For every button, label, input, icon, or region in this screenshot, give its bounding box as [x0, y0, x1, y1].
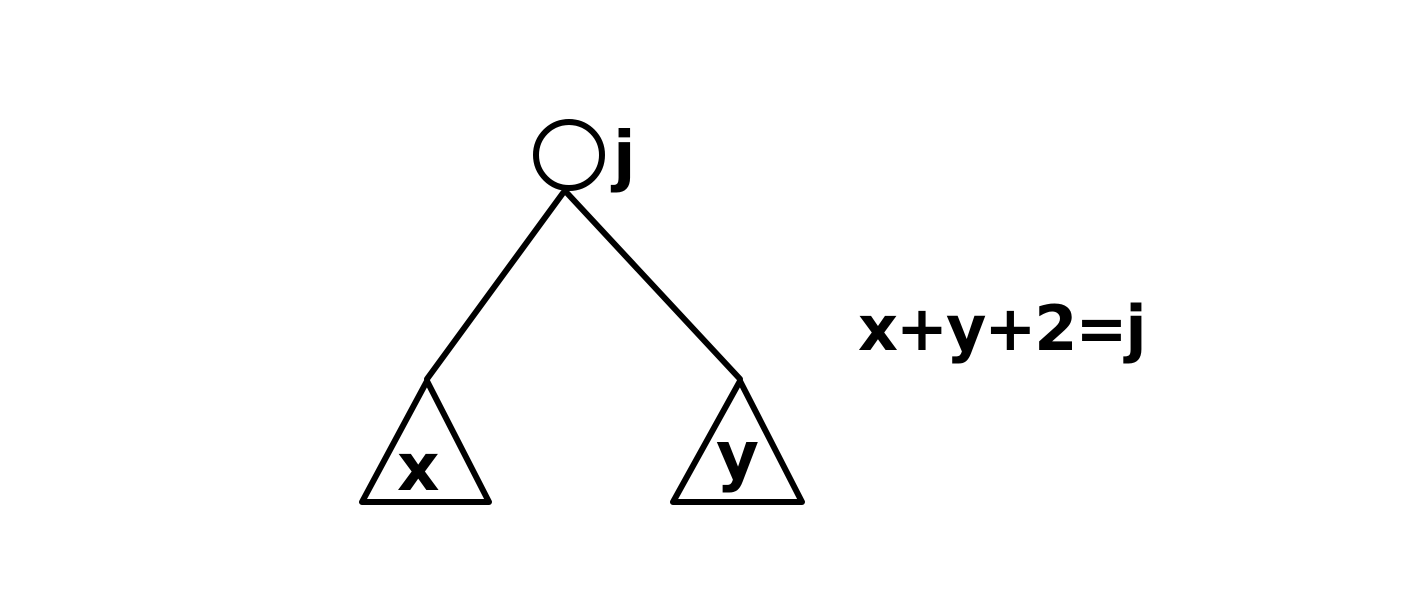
equation-text: x+y+2=j — [858, 292, 1145, 365]
root-node-label: j — [613, 117, 636, 194]
right-subtree-label: y — [716, 417, 760, 494]
left-edge — [427, 193, 563, 379]
right-edge — [567, 193, 740, 379]
left-subtree-label: x — [397, 429, 440, 506]
root-node — [536, 122, 602, 188]
